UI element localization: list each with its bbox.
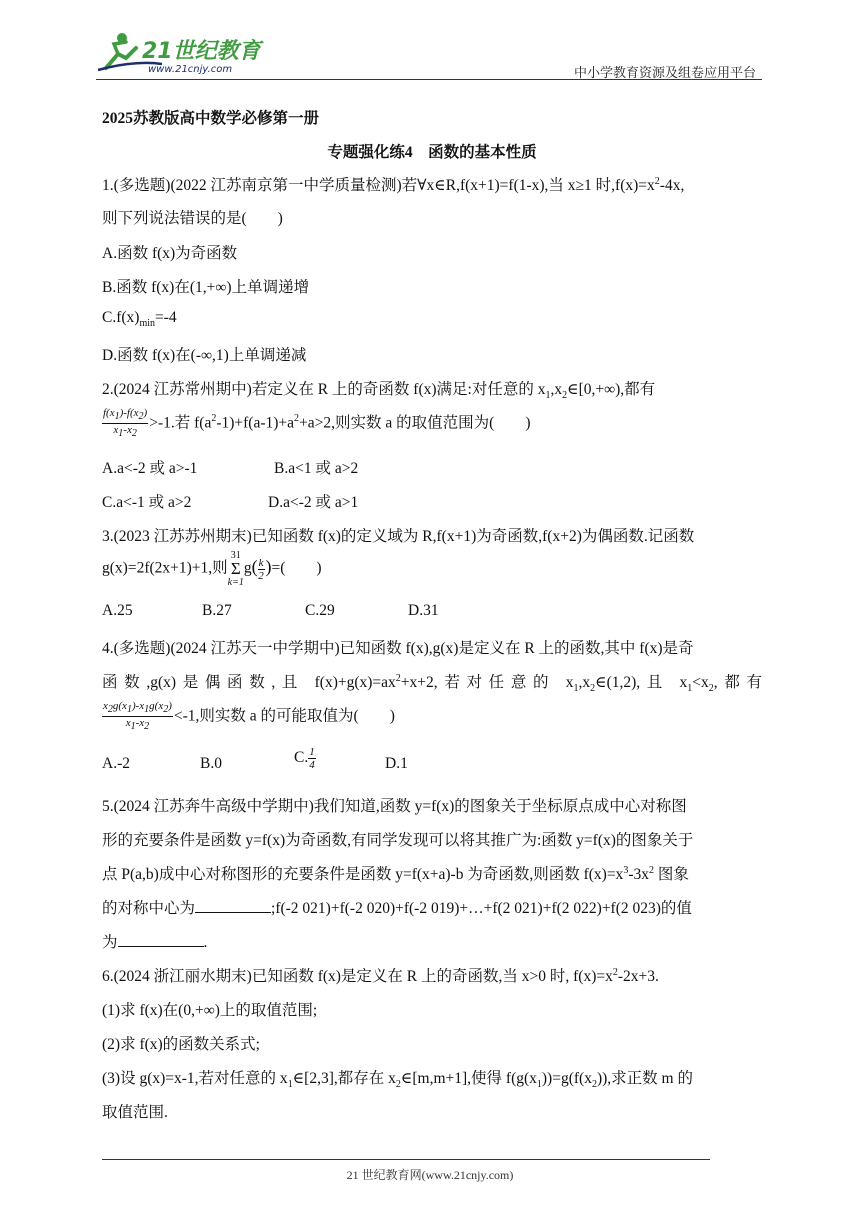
q2-fraction: $\frac{f(x_1)-f(x_2)}{x_1-x_2}$ <box>103 407 148 440</box>
book-title: 2025苏教版高中数学必修第一册 <box>102 110 320 127</box>
q1-option-d: D.函数 f(x)在(-∞,1)上单调递减 <box>102 347 307 364</box>
q4-option-d: D.1 <box>385 755 408 772</box>
q3-stem-line1: 3.(2023 江苏苏州期末)已知函数 f(x)的定义域为 R,f(x+1)为奇函数,f(x+2)为偶函数.记函数 <box>102 528 695 545</box>
answer-blank-center[interactable] <box>195 898 271 913</box>
q3-option-b: B.27 <box>202 602 232 619</box>
q1-option-b: B.函数 f(x)在(1,+∞)上单调递增 <box>102 279 310 296</box>
header-divider <box>96 79 762 80</box>
q6-part1: (1)求 f(x)在(0,+∞)上的取值范围; <box>102 1002 318 1019</box>
platform-name: 中小学教育资源及组卷应用平台 <box>573 65 756 80</box>
q3-option-a: A.25 <box>102 602 133 619</box>
q5-stem-line3: 点 P(a,b)成中心对称图形的充要条件是函数 y=f(x+a)-b 为奇函数,则函数 $f(x)=x^3-3x^2$ 图象 <box>102 864 689 883</box>
svg-text:21世纪教育: 21世纪教育 <box>142 39 261 64</box>
q6-stem-line1: 6.(2024 浙江丽水期末)已知函数 f(x)是定义在 R 上的奇函数,当 x>0 时, $f(x)=x^2-2x+3$. <box>102 966 659 985</box>
q5-stem-line4: 的对称中心为 ;f(-2 021)+f(-2 020)+f(-2 019)+…+f(2 021)+f(2 022)+f(2 023)的值 <box>102 900 692 917</box>
q1-option-a: A.函数 f(x)为奇函数 <box>102 245 238 262</box>
q4-stem-line3: $\frac{x_2g(x_1)-x_1g(x_2)}{x_1-x_2}$ <-1,则实数 a 的可能取值为( ) <box>103 700 395 733</box>
q1-stem-line1: 1.(多选题)(2022 江苏南京第一中学质量检测)若∀x∈R,f(x+1)=f(1-x),当 x≥1 时$,f(x)=x^2-4x$, <box>102 175 685 194</box>
q1-option-c: $C.f(x)_{min}=-4$ <box>102 309 177 330</box>
q4-fraction: $\frac{x_2g(x_1)-x_1g(x_2)}{x_1-x_2}$ <box>103 700 172 733</box>
q4-option-b: B.0 <box>200 755 222 772</box>
q4-option-c: C. $\frac{1}{4}$ <box>294 746 315 771</box>
q5-stem-line5: 为 . <box>102 934 208 951</box>
q3-option-d: D.31 <box>408 602 439 619</box>
q5-stem-line1: 5.(2024 江苏奔牛高级中学期中)我们知道,函数 y=f(x)的图象关于坐标原点成中心对称图 <box>102 798 687 815</box>
q6-part3: (3)设 g(x)=x-1,若对任意的 $x_1\in[2,3]$,都存在 $x_2\in[m,m+1]$,使得 $f(g(x_1))=g(f(x_2))$,求正数 m 的 <box>102 1070 693 1091</box>
q2-option-d: D.a<-2 或 a>1 <box>268 494 359 511</box>
section-title: 专题强化练4 函数的基本性质 <box>327 144 537 161</box>
q3-stem-line2: g(x)=2f(2x+1)+1,则31 Σ k=1g( $\frac{k}{2}$ )=( ) <box>102 550 322 588</box>
q3-option-c: C.29 <box>305 602 335 619</box>
q2-stem-line1: 2.(2024 江苏常州期中)若定义在 R 上的奇函数 f(x)满足:对任意的 $x_1,x_2\in[0,+\infty)$,都有 <box>102 381 656 402</box>
q6-part4: 取值范围. <box>102 1104 168 1121</box>
footer-divider <box>102 1159 710 1160</box>
summation-symbol: 31 Σ k=1 <box>227 550 244 588</box>
q4-stem-line1: 4.(多选题)(2024 江苏天一中学期中)已知函数 f(x),g(x)是定义在 R 上的函数,其中 f(x)是奇 <box>102 640 694 657</box>
page-header <box>96 30 762 82</box>
q2-option-b: B.a<1 或 a>2 <box>274 460 359 477</box>
site-logo <box>96 30 266 78</box>
q4-stem-line2: 函数,g(x)是偶函数,且 $f(x)+g(x)=ax^2+x+2$,若对任意的 $x_1,x_2\in(1,2)$,且 $x_1<x_2$,都有 <box>102 672 762 695</box>
q2-option-c: C.a<-1 或 a>2 <box>102 494 192 511</box>
q2-stem-line2: $\frac{f(x_1)-f(x_2)}{x_1-x_2}$ >-1.若 $f(a^2-1)+f(a-1)+a^2+a>2$,则实数 a 的取值范围为( ) <box>103 407 531 440</box>
q2-option-a: A.a<-2 或 a>-1 <box>102 460 198 477</box>
answer-blank-sum[interactable] <box>118 932 204 947</box>
q6-part2: (2)求 f(x)的函数关系式; <box>102 1036 260 1053</box>
q1-stem-line2: 则下列说法错误的是( ) <box>102 210 283 227</box>
q4-option-a: A.-2 <box>102 755 130 772</box>
page-footer: 21 世纪教育网(www.21cnjy.com) <box>346 1168 514 1182</box>
q5-stem-line2: 形的充要条件是函数 y=f(x)为奇函数,有同学发现可以将其推广为:函数 y=f(x)的图象关于 <box>102 832 694 849</box>
svg-text:www.21cnjy.com: www.21cnjy.com <box>148 64 233 75</box>
